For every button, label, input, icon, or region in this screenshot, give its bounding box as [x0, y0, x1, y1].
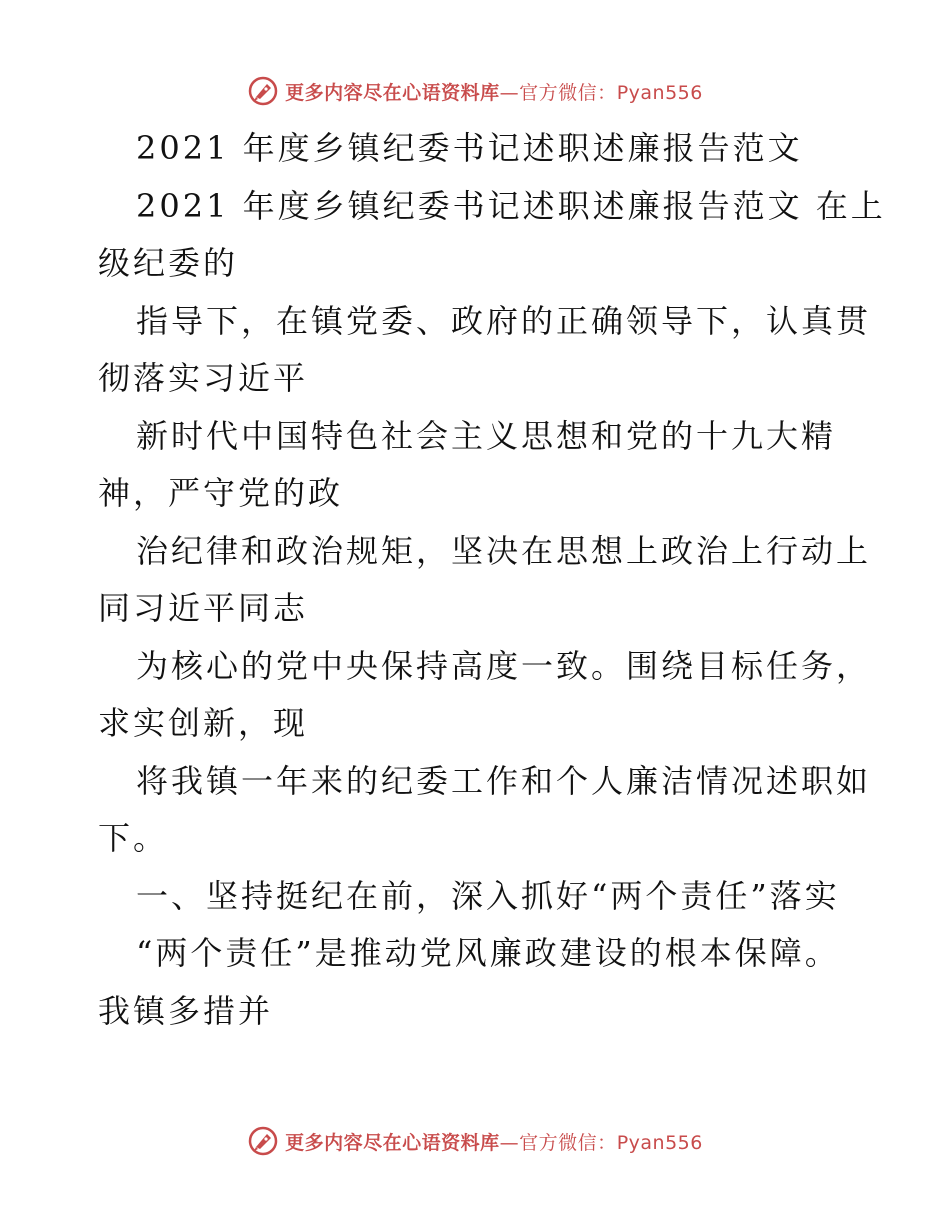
paragraph-line: 为核心的党中央保持高度一致。围绕目标任务，: [136, 646, 872, 685]
document-body: [98, 120, 886, 1040]
paragraph-line: 同习近平同志: [98, 589, 309, 627]
footer-banner: [0, 1121, 950, 1161]
paragraph-line: 新时代中国特色社会主义思想和党的十九大精: [136, 416, 837, 455]
paragraph-line: 指导下，在镇党委、政府的正确领导下，认真贯: [136, 301, 872, 340]
pen-nib-logo-icon: [247, 75, 279, 107]
paragraph-line: 我镇多措并: [98, 991, 274, 1030]
header-banner-separator: —: [499, 81, 520, 104]
footer-banner-wechat-label: 官方微信：: [519, 1131, 617, 1154]
paragraph-line: 求实创新，现: [98, 704, 309, 742]
header-banner-wechat-label: 官方微信：: [519, 81, 617, 104]
footer-banner-brand: 更多内容尽在心语资料库: [285, 1131, 500, 1154]
header-banner-brand: 更多内容尽在心语资料库: [285, 81, 500, 104]
header-banner-wechat-id: Pyan556: [616, 81, 703, 104]
paragraph-line: 下。: [98, 819, 169, 857]
footer-banner-separator: —: [499, 1131, 520, 1154]
paragraph-line: 治纪律和政治规矩，坚决在思想上政治上行动上: [136, 531, 872, 570]
paragraph-line: “两个责任”是推动党风廉政建设的根本保障。: [136, 934, 840, 972]
paragraph-line: 2021 年度乡镇纪委书记述职述廉报告范文 在上: [136, 186, 886, 225]
header-banner-text: [285, 78, 703, 105]
document-title: 2021 年度乡镇纪委书记述职述廉报告范文: [136, 129, 803, 167]
section-heading: 一、坚持挺纪在前，深入抓好“两个责任”落实: [136, 876, 840, 915]
paragraph-line: 彻落实习近平: [98, 359, 309, 397]
paragraph-line: 将我镇一年来的纪委工作和个人廉洁情况述职如: [136, 761, 872, 800]
footer-banner-wechat-id: Pyan556: [616, 1131, 703, 1154]
pen-nib-logo-icon: [247, 1125, 279, 1157]
paragraph-line: 级纪委的: [98, 244, 239, 282]
paragraph-line: 神，严守党的政: [98, 474, 344, 512]
header-banner: [0, 71, 950, 111]
footer-banner-text: [285, 1128, 703, 1155]
